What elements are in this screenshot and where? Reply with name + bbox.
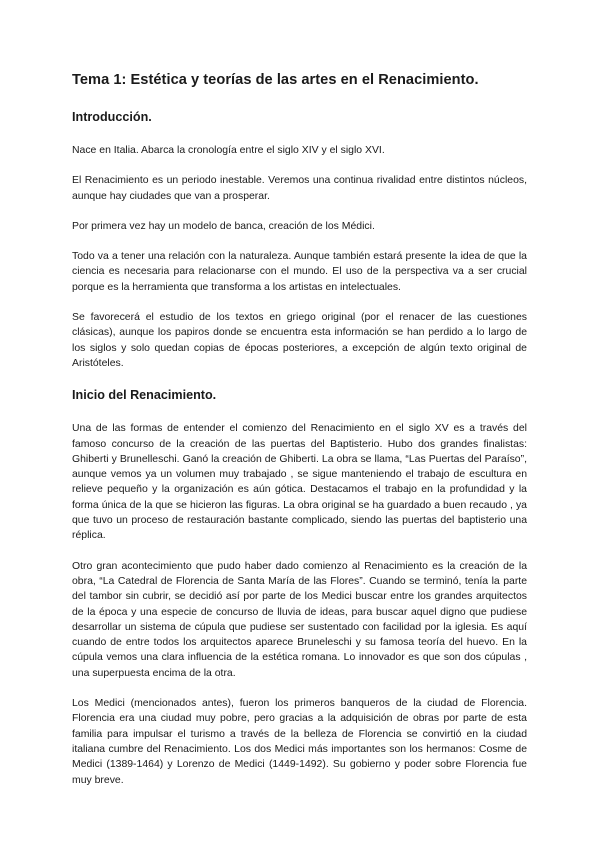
paragraph: Todo va a tener una relación con la naturaleza. Aunque también estará presente la idea de que la ciencia es necesaria para relacionarse con el mundo. El uso de la perspectiva va a ser crucial porque es la herramienta que transforma a los artistas en intelectuales. — [72, 251, 527, 293]
paragraph: Por primera vez hay un modelo de banca, creación de los Médici. — [72, 220, 375, 232]
paragraph: Se favorecerá el estudio de los textos en griego original (por el renacer de las cuestiones clásicas), aunque los papiros donde se encuentra esta información se han perdido a lo largo de los siglos y solo quedan copias de épocas posteriores, a excepción de algún texto original de Aristóteles. — [72, 312, 527, 369]
section-heading-introduccion: Introducción. — [72, 110, 152, 124]
paragraph: El Renacimiento es un periodo inestable. Veremos una continua rivalidad entre distintos núcleos, aunque hay ciudades que van a prosperar. — [72, 175, 527, 202]
paragraph: Nace en Italia. Abarca la cronología entre el siglo XIV y el siglo XVI. — [72, 145, 385, 156]
paragraph: Otro gran acontecimiento que pudo haber dado comienzo al Renacimiento es la creación de la obra, “La Catedral de Florencia de Santa María de las Flores”. Cuando se terminó, tenía la parte del tambor sin cubrir, se decidió así por parte de los Medici buscar entre los grandes arquitectos de la época y una especie de concurso de lluvia de ideas, para buscar aquel digno que pudiese desarrollar un sistema de cúpula que pudiese ser sustentado con facilidad por la iglesia. Es aquí cuando de entre todos los arquitectos aparece Bruneleschi y su famosa teoría del huevo. En la cúpula vemos una clara influencia de la estética romana. Lo innovador es que son dos cúpulas , una superpuesta encima de la otra. — [72, 560, 527, 679]
section-heading-inicio: Inicio del Renacimiento. — [72, 388, 217, 403]
paragraph: Los Medici (mencionados antes), fueron los primeros banqueros de la ciudad de Florencia. Florencia era una ciudad muy pobre, pero gracias a la adquisición de obras por parte de esta familia para impulsar el turismo a través de la belleza de Florencia se convirtió en la ciudad italiana cumbre del Renacimiento. Los dos Medici más importantes son los hermanos: Cosme de Medici (1389-1464) y Lorenzo de Medici (1449-1492). Su gobierno y poder sobre Florencia fue muy breve. — [72, 698, 527, 786]
document-page — [72, 70, 527, 788]
document-title: Tema 1: Estética y teorías de las artes en el Renacimiento. — [72, 72, 479, 88]
paragraph: Una de las formas de entender el comienzo del Renacimiento en el siglo XV es a través del famoso concurso de la creación de las puertas del Baptisterio. Hubo dos grandes finalistas: Ghiberti y Brunelleschi. Ganó la creación de Ghiberti. La obra se llama, “Las Puertas del Paraíso”, aunque vemos ya un volumen muy trabajado , se sigue manteniendo el trabajo de escultura en relieve pequeño y la organización es aún gótica. Destacamos el trabajo en la profundidad y la forma única de la que se hicieron las figuras. La obra original se ha guardado a buen recaudo , ya que tuvo un proceso de restauración bastante complicado, siendo las puertas del baptisterio una réplica. — [72, 423, 527, 542]
